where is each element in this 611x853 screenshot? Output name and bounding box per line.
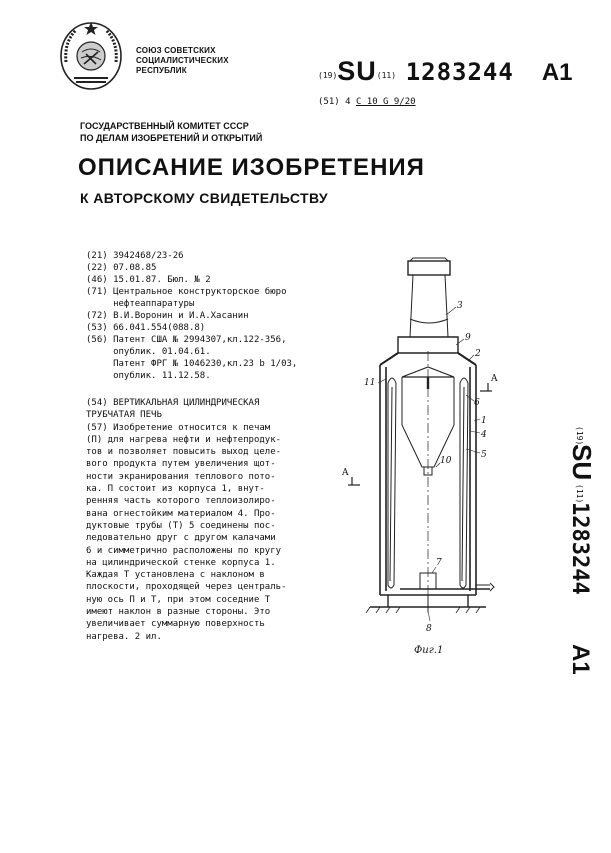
abstract-line: имеют наклон в разные стороны. Это <box>86 607 271 618</box>
fig-label: A <box>491 374 498 384</box>
abstract-line: вана огнестойким материалом 4. Про- <box>86 508 276 519</box>
vertical-code-11: (11) <box>575 484 584 504</box>
fig-label: 2 <box>475 349 481 359</box>
abstract-line: (57) Изобретение относится к печам <box>86 422 271 433</box>
biblio-line: (21) 3942468/23-26 <box>86 251 184 261</box>
document-subtitle: К АВТОРСКОМУ СВИДЕТЕЛЬСТВУ <box>80 190 329 206</box>
furnace-drawing <box>340 255 500 675</box>
abstract-line: (П) для нагрева нефти и нефтепродук- <box>86 434 282 445</box>
bibliographic-data <box>86 250 297 382</box>
abstract-line: на цилиндрической стенке корпуса 1. <box>86 557 276 568</box>
fig-label: 5 <box>481 450 487 460</box>
kind-code: A1 <box>541 59 573 86</box>
fig-label: 10 <box>440 456 452 466</box>
union-line: РЕСПУБЛИК <box>136 66 187 75</box>
abstract-line: ности экранирования теплового пото- <box>86 471 276 482</box>
abstract-line: Каждая Т установлена с наклоном в <box>86 570 265 581</box>
figure-caption: Фиг.1 <box>414 645 444 656</box>
abstract-line: ка. П состоит из корпуса 1, внут- <box>86 484 265 495</box>
abstract-line: дуктовые трубы (Т) 5 соединены пос- <box>86 520 276 531</box>
fig-label: 6 <box>474 398 480 408</box>
fig-label: 8 <box>426 624 432 634</box>
committee-line: ПО ДЕЛАМ ИЗОБРЕТЕНИЙ И ОТКРЫТИЙ <box>80 133 263 143</box>
fig-label: 9 <box>465 333 471 343</box>
fig-label: 7 <box>436 558 442 568</box>
fig-label: A <box>342 468 349 478</box>
code-11: (11) <box>376 71 397 80</box>
issuing-state <box>136 46 229 76</box>
support-legs <box>366 595 486 613</box>
biblio-line: (71) Центральное конструкторское бюро <box>86 287 287 297</box>
biblio-line: опублик. 01.04.61. <box>86 347 211 357</box>
invention-title-line: (54) ВЕРТИКАЛЬНАЯ ЦИЛИНДРИЧЕСКАЯ <box>86 398 260 408</box>
vertical-kind: A1 <box>567 644 594 675</box>
leader-lines <box>378 307 480 621</box>
abstract-line: плоскости, проходящей через централь- <box>86 582 287 593</box>
ussr-emblem-icon <box>54 16 128 92</box>
biblio-line: (53) 66.041.554(088.8) <box>86 323 206 333</box>
abstract-line: ную ось П и Т, при этом соседние Т <box>86 594 271 605</box>
code-19: (19) <box>318 71 338 80</box>
committee-line: ГОСУДАРСТВЕННЫЙ КОМИТЕТ СССР <box>80 121 249 131</box>
ipc-classification <box>318 97 416 107</box>
publication-number <box>318 56 573 87</box>
abstract-line: 6 и симметрично расположены по кругу <box>86 545 282 556</box>
fig-label: 1 <box>481 416 487 426</box>
vertical-publication-number <box>551 424 597 684</box>
biblio-line: (56) Патент США № 2994307,кл.122-356, <box>86 335 287 345</box>
flue-pipe <box>408 258 450 337</box>
document-title: ОПИСАНИЕ ИЗОБРЕТЕНИЯ <box>78 154 425 181</box>
fig-label: 3 <box>457 301 463 311</box>
ipc-code-label: (51) 4 <box>318 97 351 107</box>
vertical-country: SU <box>567 444 597 481</box>
vertical-number: 1283244 <box>567 502 592 595</box>
invention-title-line: ТРУБЧАТАЯ ПЕЧЬ <box>86 410 162 421</box>
committee <box>80 120 262 144</box>
biblio-line: Патент ФРГ № 1046230,кл.23 b 1/03, <box>86 359 298 369</box>
biblio-line: (46) 15.01.87. Бюл. № 2 <box>86 275 211 285</box>
fig-label: 11 <box>364 378 376 388</box>
abstract-line: вого продукта путем увеличения щoт- <box>86 459 276 470</box>
abstract-line: ледовательно друг с другом калачами <box>86 533 276 544</box>
abstract <box>86 397 308 643</box>
abstract-line: ренняя часть которого теплоизолиро- <box>86 496 276 507</box>
abstract-line: тов и позволяет повысить выход целе- <box>86 447 282 458</box>
union-line: СОЮЗ СОВЕТСКИХ <box>136 46 216 55</box>
union-line: СОЦИАЛИСТИЧЕСКИХ <box>136 56 229 65</box>
abstract-line: увеличивает суммарную поверхность <box>86 619 265 630</box>
fig-label: 4 <box>481 430 487 440</box>
burner <box>400 573 494 611</box>
biblio-line: (72) В.И.Воронин и И.А.Хасанин <box>86 311 249 321</box>
biblio-line: опублик. 11.12.58. <box>86 371 211 381</box>
vertical-code-19: (19) <box>575 426 584 446</box>
country-code: SU <box>337 56 377 86</box>
biblio-line: нефтеаппаратуры <box>86 299 195 309</box>
patent-number: 1283244 <box>405 58 514 86</box>
abstract-line: нагрева. 2 ил. <box>86 631 162 642</box>
biblio-line: (22) 07.08.85 <box>86 263 157 273</box>
ipc-value: С 10 G 9/20 <box>355 97 416 107</box>
